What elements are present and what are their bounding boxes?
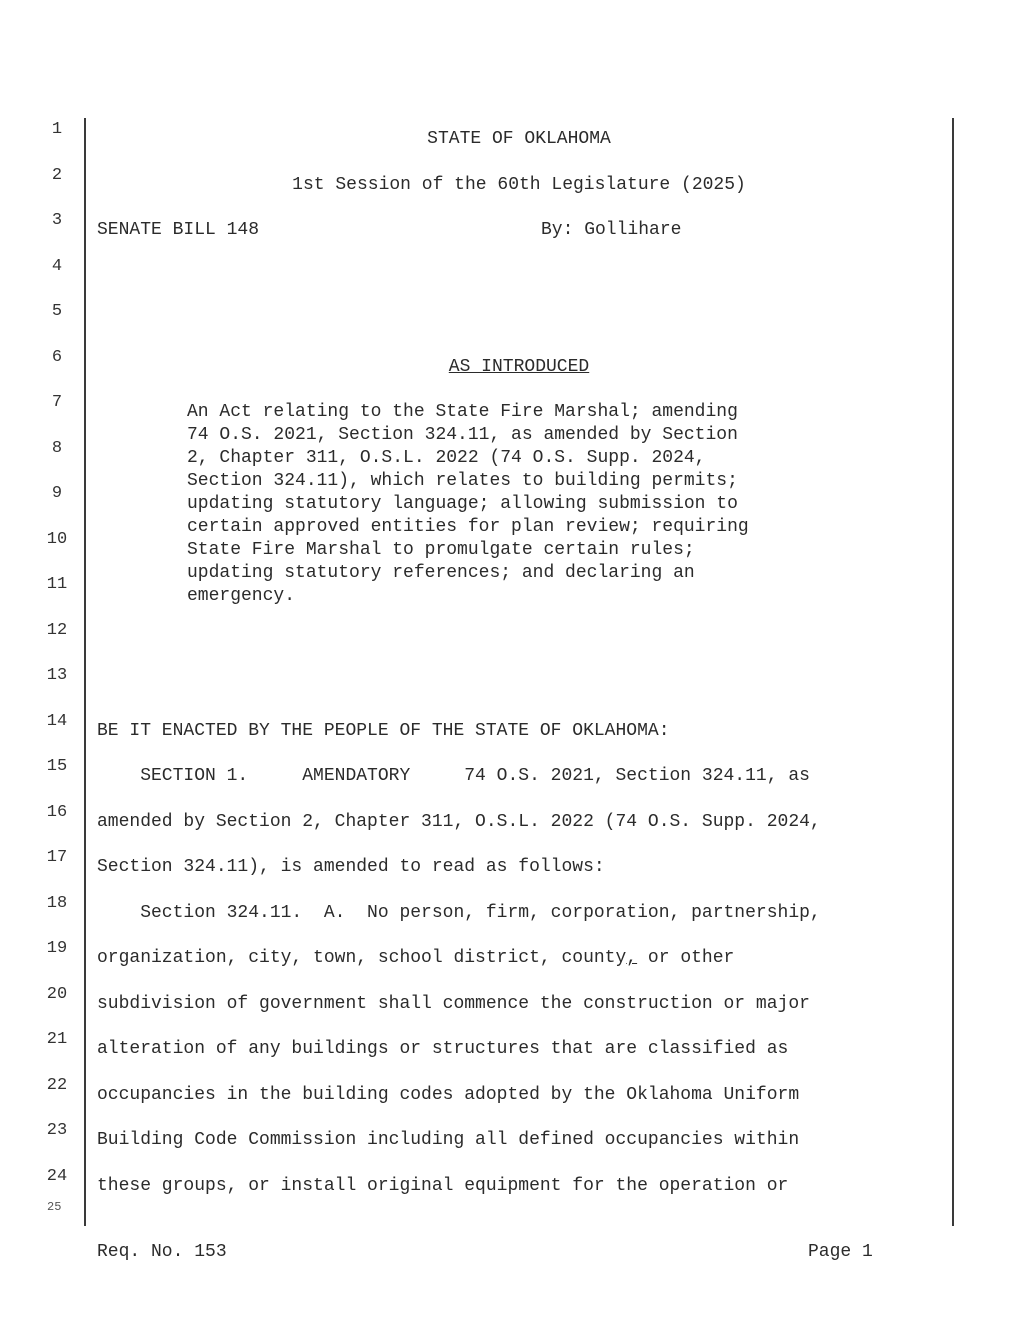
inserted-text: , [626, 948, 638, 968]
bill-status: AS INTRODUCED [448, 357, 590, 377]
body-line: occupancies in the building codes adopted by the Oklahoma Uniform [97, 1085, 800, 1105]
line-number: 4 [51, 257, 63, 276]
request-number: Req. No. 153 [97, 1242, 227, 1262]
line-number: 7 [51, 393, 63, 412]
line-number: 12 [46, 621, 68, 640]
title-line: updating statutory references; and declaring an [187, 563, 695, 583]
body-text: or other [637, 948, 735, 968]
body-line: amended by Section 2, Chapter 311, O.S.L. 2022 (74 O.S. Supp. 2024, [97, 812, 821, 832]
title-line: certain approved entities for plan review; requiring [187, 517, 749, 537]
title-line: An Act relating to the State Fire Marshal; amending [187, 402, 738, 422]
line-number: 20 [46, 985, 68, 1004]
line-number: 10 [46, 530, 68, 549]
line-number: 24 [46, 1167, 68, 1186]
title-line: Section 324.11), which relates to building permits; [187, 471, 738, 491]
line-number: 6 [51, 348, 63, 367]
bill-author: By: Gollihare [541, 220, 682, 240]
line-number: 21 [46, 1030, 68, 1049]
bill-number: SENATE BILL 148 [97, 220, 260, 240]
page-number: Page 1 [808, 1242, 873, 1262]
line-number: 19 [46, 939, 68, 958]
line-number: 17 [46, 848, 68, 867]
line-number: 9 [51, 484, 63, 503]
right-margin-rule [952, 118, 954, 1226]
line-number: 1 [51, 120, 63, 139]
body-line: Building Code Commission including all defined occupancies within [97, 1130, 800, 1150]
line-number: 23 [46, 1121, 68, 1140]
body-line: these groups, or install original equipment for the operation or [97, 1176, 789, 1196]
line-number: 15 [46, 757, 68, 776]
enacting-clause: BE IT ENACTED BY THE PEOPLE OF THE STATE OF OKLAHOMA: [97, 721, 670, 741]
title-line: 74 O.S. 2021, Section 324.11, as amended by Section [187, 425, 738, 445]
state-heading: STATE OF OKLAHOMA [427, 129, 611, 149]
body-text: organization, city, town, school district, county [97, 948, 627, 968]
left-margin-rule [84, 118, 86, 1226]
session-heading: 1st Session of the 60th Legislature (2025) [292, 175, 746, 195]
body-line: subdivision of government shall commence the construction or major [97, 994, 810, 1014]
title-line: 2, Chapter 311, O.S.L. 2022 (74 O.S. Supp. 2024, [187, 448, 706, 468]
body-line: Section 324.11), is amended to read as follows: [97, 857, 605, 877]
title-line: emergency. [187, 586, 296, 606]
body-line [97, 947, 734, 970]
body-line: Section 324.11. A. No person, firm, corporation, partnership, [97, 903, 821, 923]
line-number: 8 [51, 439, 63, 458]
line-number: 14 [46, 712, 68, 731]
title-line: State Fire Marshal to promulgate certain rules; [187, 540, 695, 560]
body-line: alteration of any buildings or structures that are classified as [97, 1039, 789, 1059]
title-line: updating statutory language; allowing submission to [187, 494, 738, 514]
body-line: SECTION 1. AMENDATORY 74 O.S. 2021, Section 324.11, as [97, 766, 810, 786]
bill-title-block [187, 401, 847, 608]
line-number: 11 [46, 575, 68, 594]
line-number: 16 [46, 803, 68, 822]
cut-line-number: 25 [47, 1200, 62, 1214]
line-number: 2 [51, 166, 63, 185]
line-number: 5 [51, 302, 63, 321]
line-number: 13 [46, 666, 68, 685]
line-number: 3 [51, 211, 63, 230]
line-number: 18 [46, 894, 68, 913]
line-number: 22 [46, 1076, 68, 1095]
